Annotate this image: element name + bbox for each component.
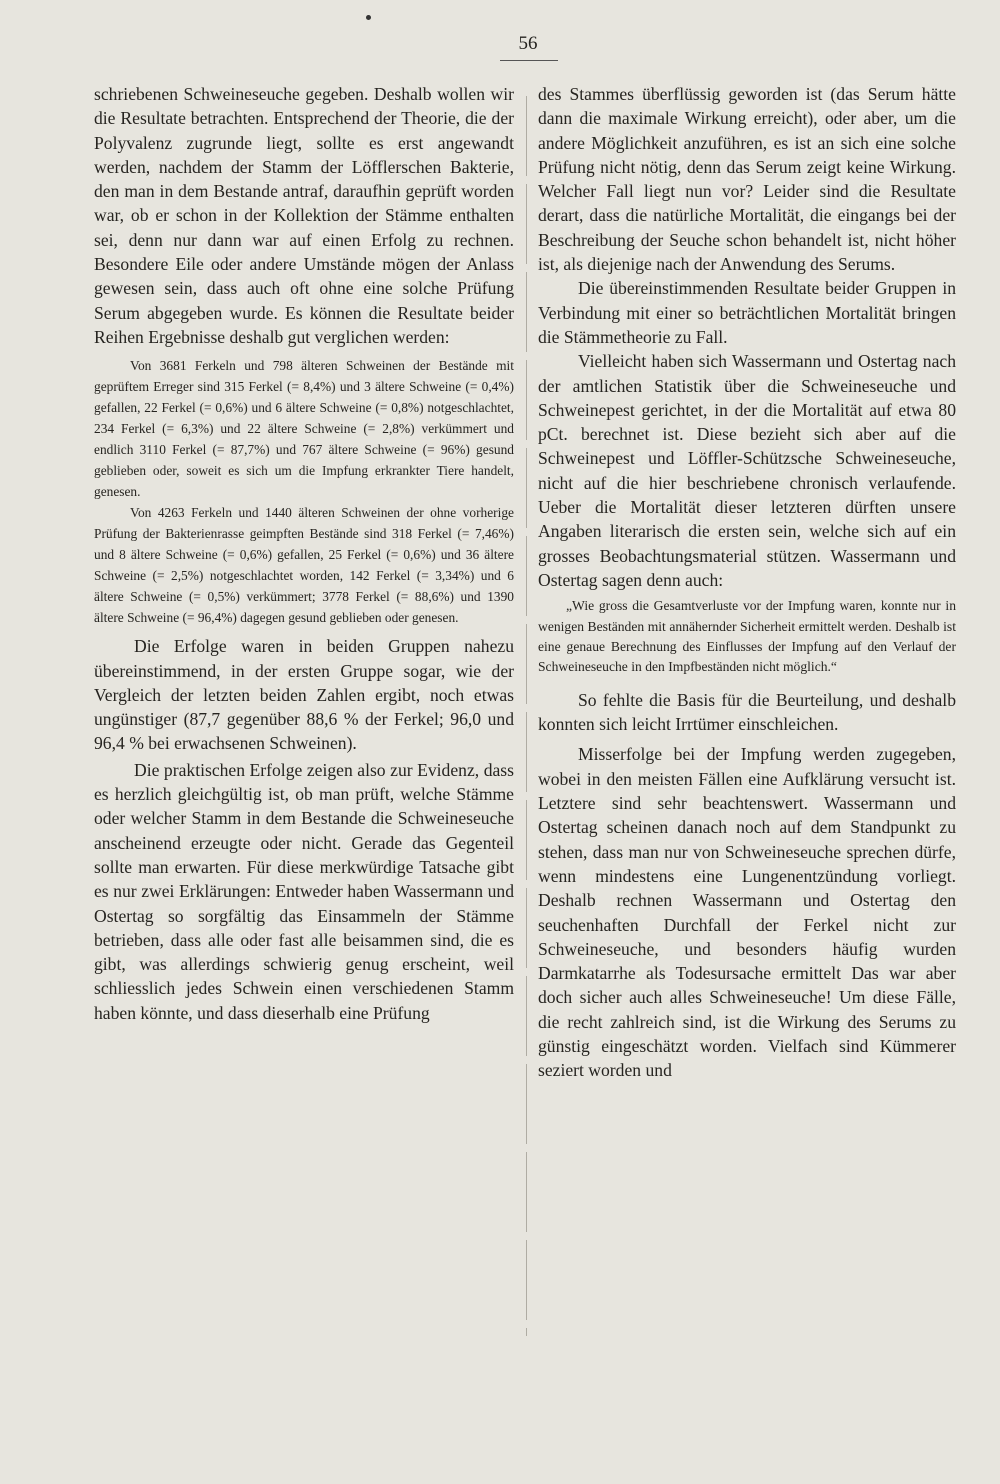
right-column <box>538 82 956 1083</box>
right-paragraph-3: Vielleicht haben sich Wassermann und Ostertag nach der amtlichen Statistik über die Schweineseuche und Schweinepest gerichtet, in der die Mortalität auf etwa 80 pCt. berechnet ist. Diese bezieht sich aber auf die Schweinepest und Löffler-Schützsche Schweineseuche, nicht auf die hier beschriebene chronisch verlaufende. Ueber die Mortalität dieser letzteren dürften unsere Angaben literarisch die ersten sein, welche sich auf ein grosses Beobachtungsmaterial stützen. Wassermann und Ostertag sagen denn auch: <box>538 351 956 590</box>
left-paragraph-3: Die praktischen Erfolge zeigen also zur Evidenz, dass es herzlich gleichgültig ist, ob man prüft, welche Stämme oder welcher Stamm in dem Bestande die Schweineseuche anscheinend erzeugte oder nicht. Gerade das Gegenteil sollte man erwarten. Für diese merkwürdige Tatsache gibt es nur zwei Erklärungen: Entweder haben Wassermann und Ostertag so sorgfältig das Einsammeln der Stämme betrieben, dass alle oder fast alle beisammen sind, die es gibt, was allerdings schwierig genug erscheint, weil schliesslich jedes Schwein einen verschiedenen Stamm haben könnte, und dass dieserhalb eine Prüfung <box>94 759 514 1023</box>
left-paragraph-2: Die Erfolge waren in beiden Gruppen nahezu übereinstimmend, in der ersten Gruppe sogar, wie der Vergleich der letzten beiden Zahlen ergibt, noch etwas ungünstiger (87,7 gegenüber 88,6 % der Ferkel; 96,0 und 96,4 % bei erwachsenen Schweinen). <box>94 636 514 754</box>
statistics-tested-herds: Von 3681 Ferkeln und 798 älteren Schweinen der Bestände mit geprüftem Erreger sind 315 Ferkel (= 8,4%) und 3 ältere Schweine (= 0,4%) gefallen, 22 Ferkel (= 0,6%) und 6 ältere Schweine (= 0,8%) notgeschlachtet, 234 Ferkel (= 6,3%) und 22 ältere Schweine (= 2,8%) verkümmert und endlich 3110 Ferkel (= 87,7%) und 767 ältere Schweine (= 96%) gesund geblieben oder, soweit es sich um die Impfung erkrankter Tiere handelt, genesen. <box>94 358 514 500</box>
header-rule <box>500 60 558 61</box>
statistics-untested-herds: Von 4263 Ferkeln und 1440 älteren Schweinen der ohne vorherige Prüfung der Bakterienrasse geimpften Bestände sind 318 Ferkel (= 7,46%) und 8 ältere Schweine (= 0,6%) gefallen, 25 Ferkel (= 0,6%) und 36 ältere Schweine (= 2,5%) notgeschlachtet worden, 142 Ferkel (= 3,34%) und 6 ältere Schweine (= 0,5%) verkümmert; 3778 Ferkel (= 88,6%) und 1390 ältere Schweine (= 96,4%) dagegen gesund geblieben oder genesen. <box>94 505 514 626</box>
left-column <box>94 82 514 1025</box>
quote-text: „Wie gross die Gesamtverluste vor der Impfung waren, konnte nur in wenigen Beständen mit annähernder Sicherheit ermittelt werden. Deshalb ist eine genaue Berechnung des Einflusses der Impfung auf den Verlauf der Schweineseuche in den Impfbeständen nicht möglich.“ <box>538 598 956 675</box>
page-number: 56 <box>518 33 538 54</box>
left-paragraph-1: schriebenen Schweineseuche gegeben. Deshalb wollen wir die Resultate betrachten. Entsprechend der Theorie, die der Polyvalenz zugrunde liegt, sollte es erst angewandt werden, nachdem der Stamm der Löfflerschen Bakterie, den man in dem Bestande antraf, daraufhin geprüft worden war, ob er schon in der Kollektion der Stämme enthalten sei, denn nur dann war auf einen Erfolg zu rechnen. Besondere Eile oder andere Umstände mögen der Anlass gewesen sein, dass auch oft ohne eine solche Prüfung Serum abgegeben wurde. Es können die Resultate beider Reihen Ergebnisse deshalb gut verglichen werden: <box>94 84 514 347</box>
column-divider <box>526 96 527 1336</box>
printer-mark <box>366 15 371 20</box>
right-paragraph-4: So fehlte die Basis für die Beurteilung, und deshalb konnten sich leicht Irrtümer einschleichen. <box>538 689 956 735</box>
statistics-block <box>94 355 514 628</box>
block-quote <box>538 596 956 678</box>
right-paragraph-1: des Stammes überflüssig geworden ist (das Serum hätte dann die maximale Wirkung erreicht), oder aber, um die andere Möglichkeit anzuführen, es ist an sich eine solche Prüfung nicht nötig, denn das Serum zeigt keine Wirkung. Welcher Fall liegt nun vor? Leider sind die Resultate derart, dass die natürliche Mortalität, die eingangs bei der Beschreibung der Seuche schon behandelt ist, nicht höher ist, als diejenige nach der Anwendung des Serums. <box>538 84 956 275</box>
right-paragraph-2: Die übereinstimmenden Resultate beider Gruppen in Verbindung mit einer so beträchtlichen Mortalität bringen die Stämmetheorie zu Fall. <box>538 278 956 347</box>
right-paragraph-5: Misserfolge bei der Impfung werden zugegeben, wobei in den meisten Fällen eine Aufklärung versucht ist. Letztere sind sehr beachtenswert. Wassermann und Ostertag scheinen danach noch auf dem Standpunkt zu stehen, dass man nur von Schweineseuche sprechen dürfe, wenn mindestens eine Lungenentzündung vorliegt. Deshalb rechnen Wassermann und Ostertag den seuchenhaften Durchfall der Ferkel nicht zur Schweineseuche, und besonders häufig wurden Darmkatarrhe als Todesursache ermittelt Das war aber doch sicher auch alles Schweineseuche! Um diese Fälle, die recht zahlreich sind, ist die Wirkung des Serums zu günstig eingeschätzt worden. Vielfach sind Kümmerer seziert worden und <box>538 744 956 1081</box>
